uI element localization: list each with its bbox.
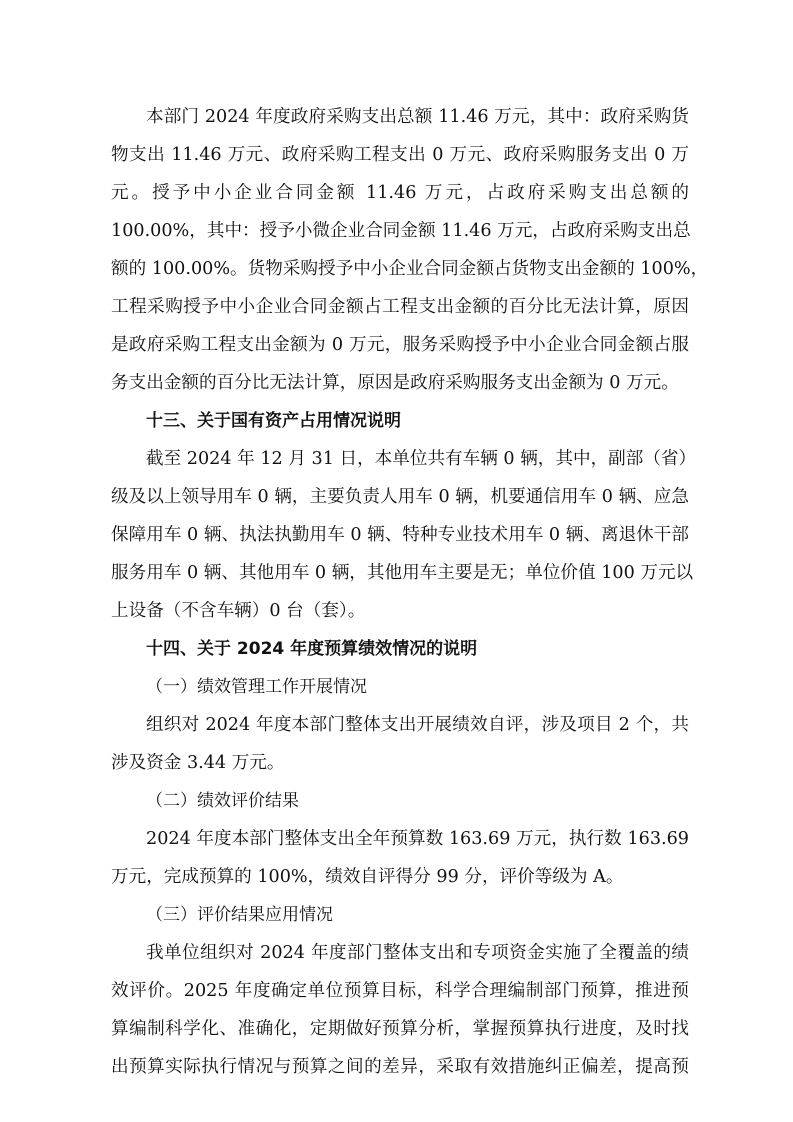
paragraph-line: 算编制科学化、准确化，定期做好预算分析，掌握预算执行进度，及时找 bbox=[111, 1019, 689, 1039]
section-heading-14: 十四、关于 2024 年度预算绩效情况的说明 bbox=[146, 639, 478, 659]
paragraph-line: 截至 2024 年 12 月 31 日，本单位共有车辆 0 辆，其中，副部（省） bbox=[146, 449, 697, 469]
paragraph-line: 保障用车 0 辆、执法执勤用车 0 辆、特种专业技术用车 0 辆、离退休干部 bbox=[111, 525, 689, 545]
paragraph-line: 务支出金额的百分比无法计算，原因是政府采购服务支出金额为 0 万元。 bbox=[111, 373, 679, 393]
section-heading-13: 十三、关于国有资产占用情况说明 bbox=[146, 411, 401, 431]
paragraph-line: 100.00%，其中：授予小微企业合同金额 11.46 万元，占政府采购支出总 bbox=[111, 221, 691, 241]
paragraph-line: 组织对 2024 年度本部门整体支出开展绩效自评，涉及项目 2 个，共 bbox=[146, 715, 689, 735]
paragraph-line: 额的 100.00%。货物采购授予中小企业合同金额占货物支出金额的 100%， bbox=[111, 259, 709, 279]
paragraph-line: 是政府采购工程支出金额为 0 万元，服务采购授予中小企业合同金额占服 bbox=[111, 335, 689, 355]
paragraph-line: 工程采购授予中小企业合同金额占工程支出金额的百分比无法计算，原因 bbox=[111, 297, 689, 317]
subsection-heading-1: （一）绩效管理工作开展情况 bbox=[146, 677, 367, 697]
paragraph-line: 本部门 2024 年度政府采购支出总额 11.46 万元，其中：政府采购货 bbox=[146, 107, 689, 127]
paragraph-line: 效评价。2025 年度确定单位预算目标，科学合理编制部门预算，推进预 bbox=[111, 981, 689, 1001]
paragraph-line: 2024 年度本部门整体支出全年预算数 163.69 万元，执行数 163.69 bbox=[146, 829, 689, 849]
subsection-heading-2: （二）绩效评价结果 bbox=[146, 791, 299, 811]
paragraph-line: 服务用车 0 辆、其他用车 0 辆，其他用车主要是无；单位价值 100 万元以 bbox=[111, 563, 694, 583]
paragraph-line: 出预算实际执行情况与预算之间的差异，采取有效措施纠正偏差，提高预 bbox=[111, 1057, 689, 1077]
paragraph-line: 我单位组织对 2024 年度部门整体支出和专项资金实施了全覆盖的绩 bbox=[146, 943, 689, 963]
paragraph-line: 涉及资金 3.44 万元。 bbox=[111, 753, 285, 773]
paragraph-line: 上设备（不含车辆）0 台（套）。 bbox=[111, 601, 366, 621]
paragraph-line: 级及以上领导用车 0 辆，主要负责人用车 0 辆，机要通信用车 0 辆、应急 bbox=[111, 487, 689, 507]
paragraph-line: 物支出 11.46 万元、政府采购工程支出 0 万元、政府采购服务支出 0 万 bbox=[111, 145, 689, 165]
paragraph-line: 万元，完成预算的 100%，绩效自评得分 99 分，评价等级为 A。 bbox=[111, 867, 624, 887]
paragraph-line: 元。授予中小企业合同金额 11.46 万元，占政府采购支出总额的 bbox=[111, 183, 689, 203]
subsection-heading-3: （三）评价结果应用情况 bbox=[146, 905, 333, 925]
